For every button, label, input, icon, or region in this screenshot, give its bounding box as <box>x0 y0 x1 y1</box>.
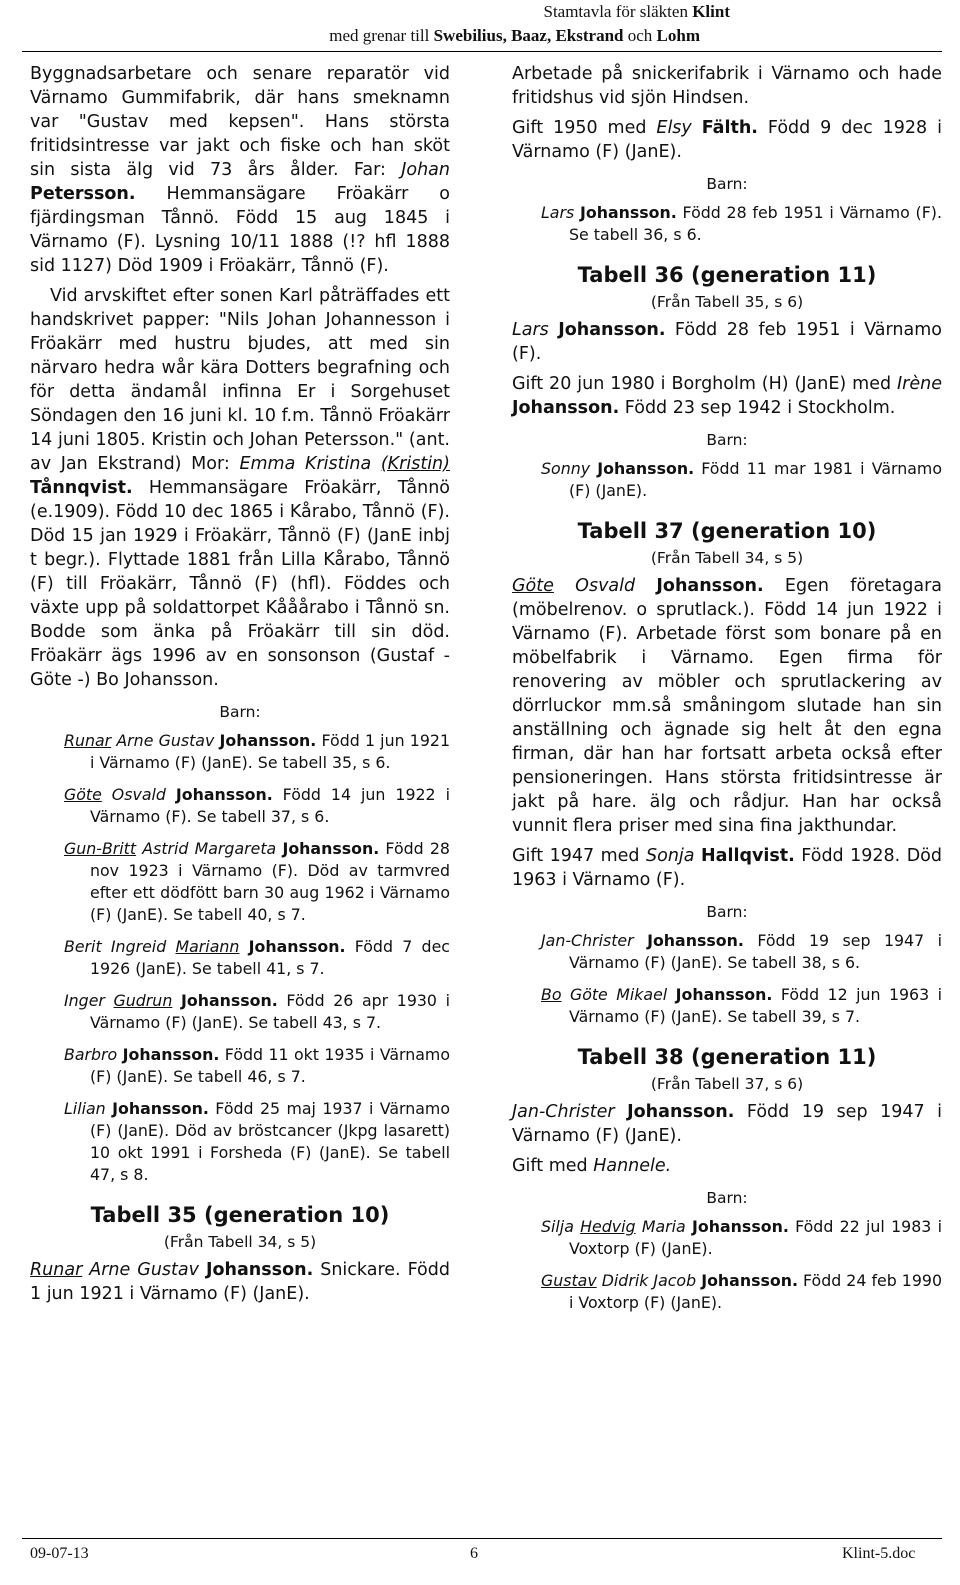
biography-paragraph: Byggnadsarbetare och senare reparatör vid Värnamo Gummifabrik, där hans smeknamn var "Gustav med kepsen". Hans största fritidsintresse var jakt och fiske och han sköt sin sista älg vid 73 års ålder. Far: Johan Petersson. Hemmansägare Fröakärr o fjärdingsman Tånnö. Född 15 aug 1845 i Värnamo (F). Lysning 10/11 1888 (!? hfl 1888 sid 1127) Död 1909 i Fröakärr, Tånnö (F). <box>30 64 450 276</box>
table-36-entry: Lars Johansson. Född 28 feb 1951 i Värnamo (F). <box>512 320 942 364</box>
inheritance-paragraph: Vid arvskiftet efter sonen Karl påträffades ett handskrivet papper: "Nils Johan Johannesson i Fröakärr med hustru bjudes, att med sin närvaro hedra wår kära Dotters begrafning och för detta ändamål infinna Er i Sorgehuset Söndagen den 16 juni kl. 10 f.m. Tånnö Fröakärr 14 juni 1805. Kristin och Johan Petersson." (ant. av Jan Ekstrand) Mor: Emma Kristina (Kristin) Tånnqvist. Hemmansägare Fröakärr, Tånnö (e.1909). Född 10 dec 1865 i Kårabo, Tånnö (F). Död 15 jan 1929 i Fröakärr, Tånnö (F) (JanE inbj t begr.). Flyttade 1881 från Lilla Kårabo, Tånnö (F) till Fröakärr, Tånnö (F) (hfl). Föddes och växte upp på soldattorpet Kååårabo i Tånnö sn. Bodde som änka på Fröakärr till sin död. Fröakärr ägs 1996 av en sonsonson (Gustaf - Göte -) Bo Johansson. <box>30 286 450 690</box>
table-37-entry: Göte Osvald Johansson. Egen företagara (möbelrenov. o sprutlack.). Född 14 jun 1922 i Värnamo (F). Arbetade först som bonare på en möbelfabrik i Värnamo. Egen firma för renovering av möbler och sprutlackering av dörrluckor mm.så småningom slutade han sin anställning och ägnade sig helt åt den egna firman, där han har fortsatt arbeta också efter pensioneringen. Hans största fritidsintresse är jakt på hare. älg och rådjur. Han har också vunnit flera priser med sina fina jakthundar. <box>512 576 942 836</box>
children-list <box>30 730 450 1186</box>
footer-date: 09-07-13 <box>30 1545 89 1562</box>
list-item: Lilian Johansson. Född 25 maj 1937 i Värnamo (F) (JanE). Död av bröstcancer (Jkpg lasarett) 10 okt 1991 i Forsheda (F) (JanE). Se tabell 47, s 8. <box>64 1099 450 1184</box>
work-paragraph: Arbetade på snickerifabrik i Värnamo och hade fritidshus vid sjön Hindsen. <box>512 64 942 108</box>
table-35-entry: Runar Arne Gustav Johansson. Snickare. Född 1 jun 1921 i Värnamo (F) (JanE). <box>30 1260 450 1304</box>
children-heading: Barn: <box>706 1189 748 1207</box>
footer-page-number: 6 <box>470 1545 478 1562</box>
children-heading: Barn: <box>706 175 748 193</box>
children-heading: Barn: <box>706 903 748 921</box>
list-item: Gun-Britt Astrid Margareta Johansson. Född 28 nov 1923 i Värnamo (F). Död av tarmvred efter ett dödfött barn 30 aug 1962 i Värnamo (F) (JanE). Se tabell 40, s 7. <box>64 839 450 924</box>
left-column <box>30 62 450 1306</box>
table-35-subtitle: (Från Tabell 34, s 5) <box>163 1233 317 1251</box>
header-rule <box>22 51 942 52</box>
table-38-title: Tabell 38 (generation 11) <box>577 1045 877 1069</box>
list-item: Lars Johansson. Född 28 feb 1951 i Värnamo (F). Se tabell 36, s 6. <box>541 203 942 244</box>
table-38-marriage: Gift med Hannele. <box>512 1156 672 1176</box>
list-item: Gustav Didrik Jacob Johansson. Född 24 feb 1990 i Voxtorp (F) (JanE). <box>541 1271 942 1312</box>
header-subtitle: med grenar till Swebilius, Baaz, Ekstrand och Lohm <box>329 26 700 45</box>
list-item: Inger Gudrun Johansson. Född 26 apr 1930 i Värnamo (F) (JanE). Se tabell 43, s 7. <box>64 991 450 1032</box>
list-item: Berit Ingreid Mariann Johansson. Född 7 dec 1926 (JanE). Se tabell 41, s 7. <box>64 937 450 978</box>
table-37-title: Tabell 37 (generation 10) <box>577 519 877 543</box>
list-item: Bo Göte Mikael Johansson. Född 12 jun 1963 i Värnamo (F) (JanE). Se tabell 39, s 7. <box>541 985 942 1026</box>
children-heading: Barn: <box>219 703 261 721</box>
list-item: Göte Osvald Johansson. Född 14 jun 1922 i Värnamo (F). Se tabell 37, s 6. <box>64 785 450 826</box>
table-37-marriage: Gift 1947 med Sonja Hallqvist. Född 1928. Död 1963 i Värnamo (F). <box>512 846 942 890</box>
list-item: Silja Hedvig Maria Johansson. Född 22 jul 1983 i Voxtorp (F) (JanE). <box>541 1217 942 1258</box>
footer-rule <box>22 1538 942 1539</box>
header-title: Stamtavla för släkten Klint <box>543 2 730 21</box>
list-item: Jan-Christer Johansson. Född 19 sep 1947 i Värnamo (F) (JanE). Se tabell 38, s 6. <box>541 931 942 972</box>
table-36-title: Tabell 36 (generation 11) <box>577 263 877 287</box>
children-heading: Barn: <box>706 431 748 449</box>
table-36-marriage: Gift 20 jun 1980 i Borgholm (H) (JanE) med Irène Johansson. Född 23 sep 1942 i Stockholm. <box>512 374 942 418</box>
list-item: Sonny Johansson. Född 11 mar 1981 i Värnamo (F) (JanE). <box>541 459 942 500</box>
list-item: Runar Arne Gustav Johansson. Född 1 jun 1921 i Värnamo (F) (JanE). Se tabell 35, s 6. <box>64 731 450 772</box>
table-38-subtitle: (Från Tabell 37, s 6) <box>650 1075 804 1093</box>
footer-filename: Klint-5.doc <box>842 1545 916 1562</box>
table-38-entry: Jan-Christer Johansson. Född 19 sep 1947 i Värnamo (F) (JanE). <box>512 1102 942 1146</box>
list-item: Barbro Johansson. Född 11 okt 1935 i Värnamo (F) (JanE). Se tabell 46, s 7. <box>64 1045 450 1086</box>
marriage-paragraph: Gift 1950 med Elsy Fälth. Född 9 dec 1928 i Värnamo (F) (JanE). <box>512 118 942 162</box>
table-36-subtitle: (Från Tabell 35, s 6) <box>650 293 804 311</box>
table-35-title: Tabell 35 (generation 10) <box>90 1203 390 1227</box>
right-column <box>512 62 942 1324</box>
table-37-subtitle: (Från Tabell 34, s 5) <box>650 549 804 567</box>
